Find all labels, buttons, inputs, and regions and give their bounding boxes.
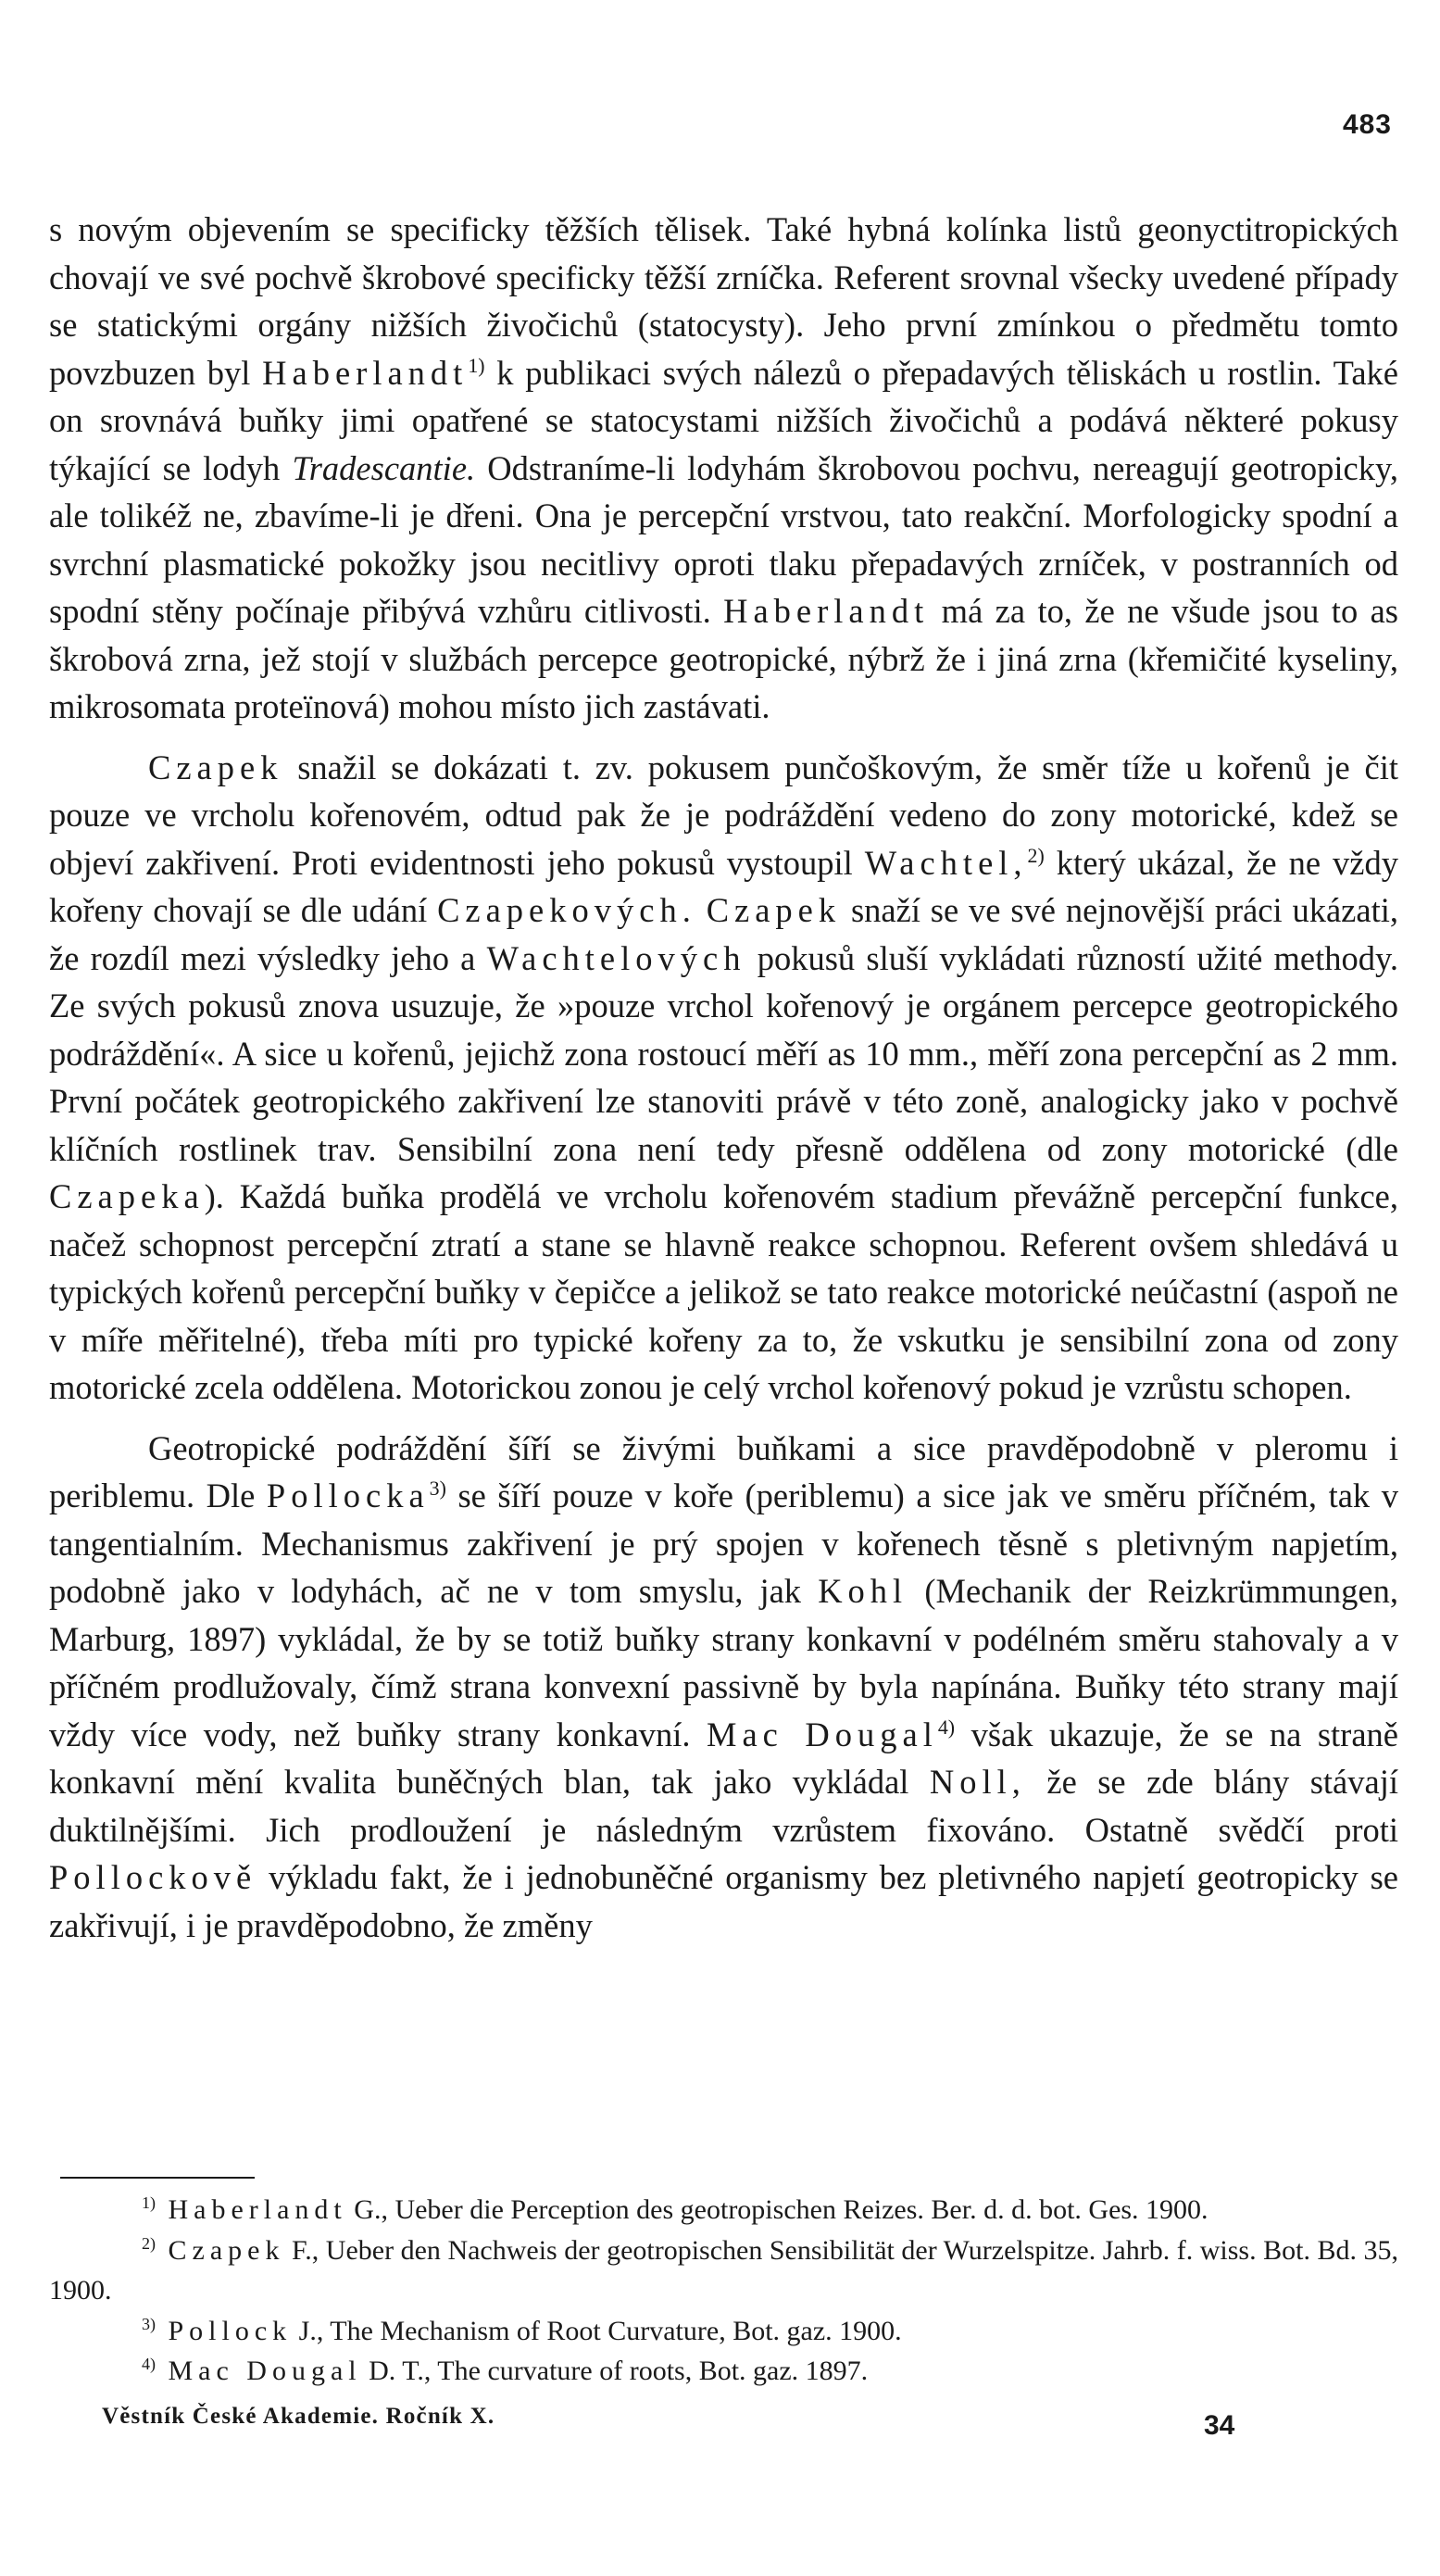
- footnote-text: J., The Mechanism of Root Curvature, Bot. gaz. 1900.: [292, 2315, 902, 2346]
- text-run: snaží se ve své nejnovější práci ukázati, že rozdíl mezi výsledky jeho a: [49, 891, 1398, 977]
- text-run: pokusů sluší vykládati růzností užité methody. Ze svých pokusů znova usuzuje, že »pouze vrchol kořenový je orgánem percepce geotropického podráždění«. A sice u kořenů, jejichž zona rostoucí měří as 10 mm., měří zona percepční as 2 mm. První počátek geotropického zakřivení lze stanoviti právě v této zoně, analogicky jako v pochvě klíčních rostlinek trav. Sensibilní zona není tedy přesně oddělena od zony motorické (dle: [49, 938, 1399, 1168]
- paragraph: [49, 1425, 1398, 1950]
- text-run: ). Každá buňka prodělá ve vrcholu kořenovém stadium převážně percepční funkce, načež schopnost percepční ztratí a stane se hlavně reakce schopnou. Referent ovšem shledává u typických kořenů percepční buňky v čepičce a jelikož se tato reakce motorické neúčastní (aspoň ne v míře měřitelné), třeba míti pro typické kořeny za to, že vskutku je sensibilní zona od zony motorické zcela oddělena. Motorickou zonou je celý vrchol kořenový pokud je vzrůstu schopen.: [49, 1177, 1398, 1406]
- footnote-text: G., Ueber die Perception des geotropischen Reizes. Ber. d. d. bot. Ges. 1900.: [346, 2194, 1208, 2225]
- author-name: Wachtel,: [864, 843, 1028, 882]
- text-run: snažil se dokázati t. zv. pokusem punčoškovým, že směr tíže u kořenů je čit pouze ve vrcholu kořenovém, odtud pak že je podráždění vedeno do zony motorické, kdež se objeví zakřivení. Proti evidentnosti jeho pokusů vystoupil: [49, 748, 1398, 882]
- author-name: Pollockově: [49, 1858, 257, 1896]
- text-run: má za to, že ne všude jsou to as škrobová zrna, jež stojí v službách percepce geotropické, nýbrž že i jiná zrna (křemičité kyseliny, mikrosomata proteïnová) mohou místo jich zastávati.: [49, 592, 1398, 725]
- footnote-author: Pollock: [156, 2315, 293, 2346]
- author-name: Mac Dougal: [707, 1715, 938, 1753]
- footnote: [49, 2351, 1398, 2392]
- author-name: Noll,: [929, 1763, 1026, 1801]
- author-name: Pollocka: [266, 1476, 430, 1514]
- author-name: Kohl: [818, 1572, 908, 1610]
- footnote: [49, 2190, 1398, 2230]
- text-run: který ukázal, že ne vždy kořeny chovají se dle udání: [49, 843, 1398, 929]
- footnote-text: F., Ueber den Nachweis der geotropischen Sensibilität der Wurzelspitze. Jahrb. f. wiss. Bot. Bd. 35, 1900.: [49, 2234, 1398, 2306]
- footnote-ref: 4): [937, 1715, 956, 1739]
- journal-footer: Věstník České Akademie. Ročník X.: [102, 2404, 495, 2429]
- footnote-mark: 1): [142, 2193, 156, 2212]
- italic-term: Tradescantie.: [292, 448, 476, 487]
- text-run: Odstraníme-li lodyhám škrobovou pochvu, nereagují geotropicky, ale tolikéž ne, zbavíme-li je dřeni. Ona je percepční vrstvou, tato reakční. Morfologicky spodní a svrchní plasmatické pokožky jsou necitlivy oproti tlaku přepadavých zrníček, v postranních od spodní stěny počínaje přibývá vzhůru citlivosti.: [49, 448, 1398, 630]
- text-run: že se zde blány stávají duktilnějšími. Jich prodloužení je následným vzrůstem fixováno. Ostatně svědčí proti: [49, 1763, 1398, 1849]
- sheet-number: 34: [1204, 2410, 1235, 2441]
- text-run: Geotropické podráždění šíří se živými buňkami a sice pravděpodobně v pleromu i periblemu. Dle: [49, 1428, 1398, 1514]
- paragraph: [49, 206, 1398, 731]
- author-name: Haberlandt: [723, 592, 930, 630]
- footnote-author: Mac Dougal: [156, 2356, 362, 2386]
- text-run: k publikaci svých nálezů o přepadavých těliskách u rostlin. Také on srovnává buňky jimi opatřené se statocystami nižších živočichů a podává některé pokusy týkající se lodyh: [49, 353, 1398, 487]
- footnotes: [49, 2190, 1398, 2392]
- text-run: výkladu fakt, že i jednobuněčné organismy bez pletivného napjetí geotropicky se zakřivují, i je pravděpodobno, že změny: [49, 1858, 1398, 1944]
- footnote-author: Czapek: [156, 2234, 285, 2266]
- body-text: [49, 206, 1398, 1949]
- footnote-ref: 1): [468, 353, 485, 377]
- text-run: [696, 891, 707, 929]
- text-run: však ukazuje, že se na straně konkavní mění kvalita buněčných blan, tak jako vykládal: [49, 1715, 1398, 1801]
- footnote-text: D. T., The curvature of roots, Bot. gaz. 1897.: [361, 2356, 869, 2386]
- footnote-divider: [60, 2177, 255, 2179]
- author-name: Czapeka: [49, 1177, 205, 1215]
- text-run: se šíří pouze v koře (periblemu) a sice jak ve směru příčném, tak v tangentialním. Mechanismus zakřivení je prý spojen v kořenech těsně s pletivným napjetím, podobně jako v lodyhách, ač ne v tom smyslu, jak: [49, 1476, 1398, 1610]
- footnote-ref: 2): [1027, 843, 1045, 867]
- page-number: 483: [1342, 109, 1392, 140]
- text-run: s novým objevením se specificky těžších tělisek. Také hybná kolínka listů geonyctitropických chovají ve své pochvě škrobové specificky těžší zrníčka. Referent srovnal všecky uvedené případy se statickými orgány nižších živočichů (statocysty). Jeho první zmínkou o předmětu tomto povzbuzen byl: [49, 210, 1398, 392]
- author-name: Czapek: [706, 891, 842, 929]
- footnote-ref: 3): [429, 1476, 446, 1500]
- paragraph: [49, 744, 1398, 1412]
- footnote: [49, 2311, 1398, 2352]
- footnote-mark: 3): [142, 2314, 156, 2333]
- footnote-mark: 2): [142, 2233, 156, 2253]
- text-run: (Mechanik der Reizkrümmungen, Marburg, 1897) vykládal, že by se totiž buňky strany konkavní v podélném směru stahovaly a v příčném prodlužovaly, čímž strana konvexní passivně by byla napínána. Buňky této strany mají vždy více vody, než buňky strany konkavní.: [49, 1572, 1398, 1753]
- author-name: Czapek: [148, 748, 283, 786]
- footnote-mark: 4): [142, 2355, 156, 2373]
- footnote-author: Haberlandt: [156, 2194, 347, 2225]
- author-name: Haberlandt: [262, 353, 469, 392]
- footnote: [49, 2230, 1398, 2311]
- author-name: Wachtelových: [486, 938, 746, 977]
- author-name: Czapekových.: [437, 891, 696, 929]
